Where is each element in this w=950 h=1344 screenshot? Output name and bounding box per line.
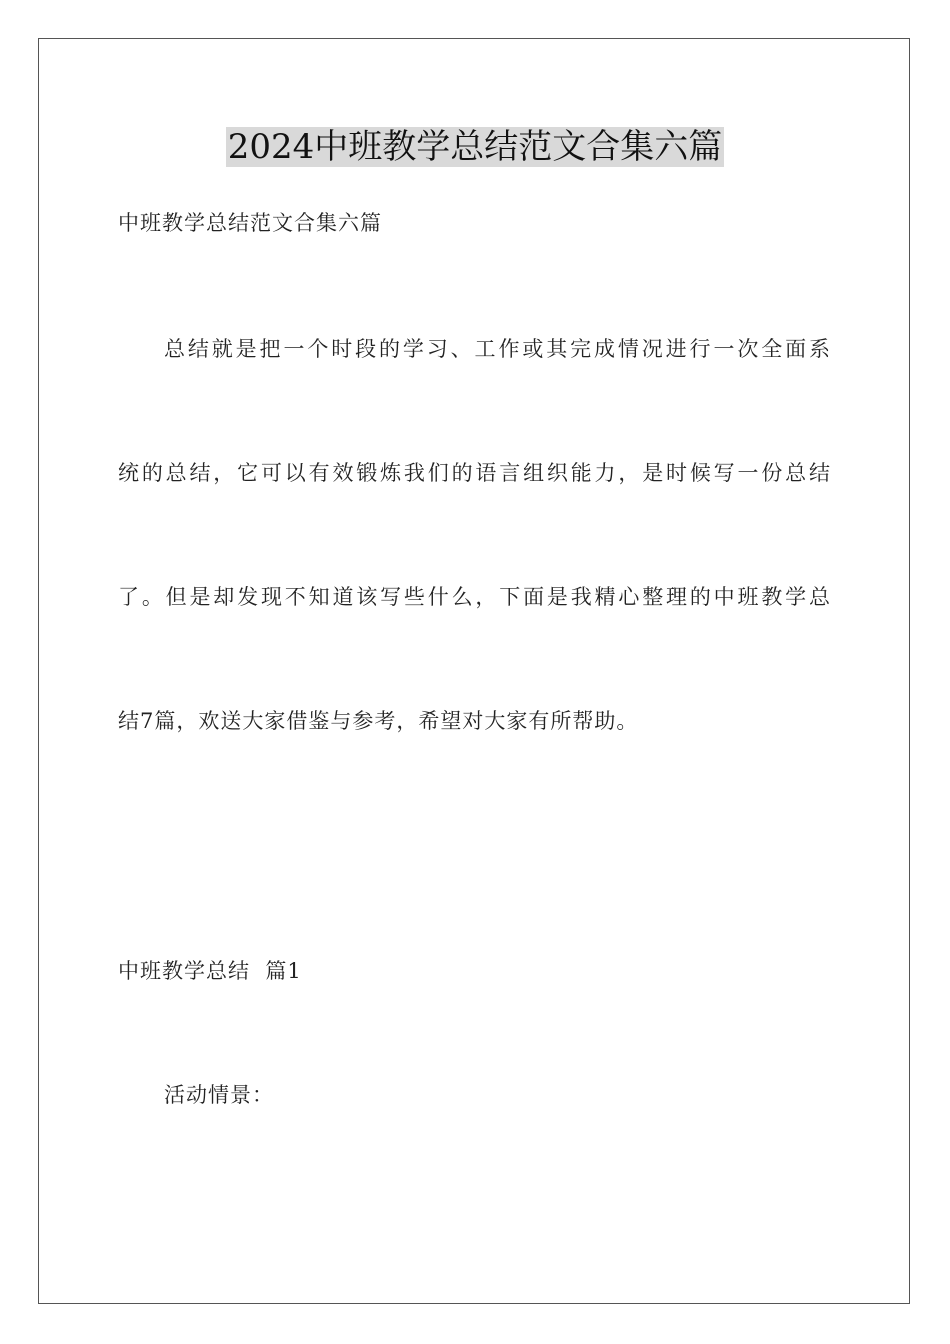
intro-paragraph-line-2: 统的总结，它可以有效锻炼我们的语言组织能力，是时候写一份总结: [118, 461, 830, 485]
document-title-text: 2024中班教学总结范文合集六篇: [227, 127, 723, 167]
intro-paragraph-line-1: 总结就是把一个时段的学习、工作或其完成情况进行一次全面系: [164, 337, 830, 361]
intro-paragraph-line-3: 了。但是却发现不知道该写些什么，下面是我精心整理的中班教学总: [118, 585, 830, 609]
intro-paragraph-line-4: 结7篇，欢送大家借鉴与参考，希望对大家有所帮助。: [118, 709, 639, 733]
document-subtitle: 中班教学总结范文合集六篇: [118, 211, 382, 235]
document-title: [0, 124, 950, 170]
section-label: 活动情景：: [164, 1083, 274, 1107]
section-heading: 中班教学总结 篇1: [118, 959, 302, 983]
